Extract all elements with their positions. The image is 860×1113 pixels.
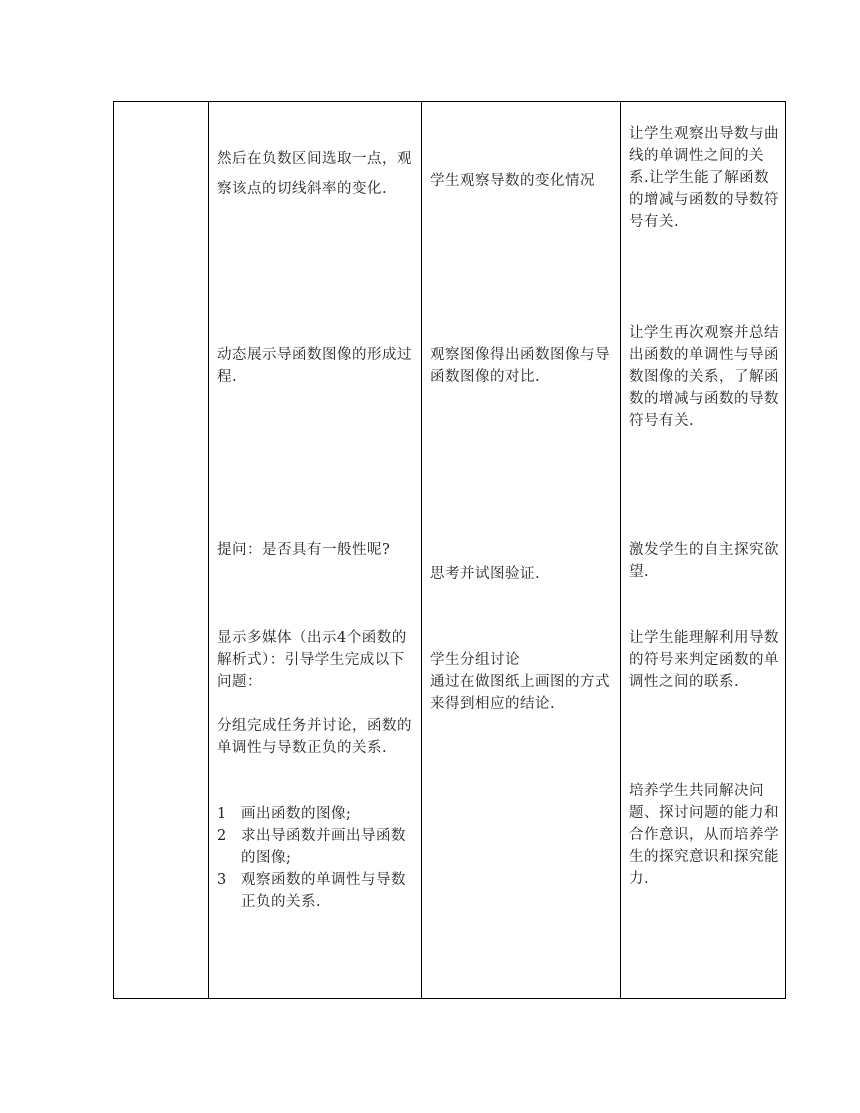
design-purpose-4-detail: 培养学生共同解决问题、探讨问题的能力和合作意识，从而培养学生的探究意识和探究能力. (629, 783, 779, 887)
design-purpose-3: 激发学生的自主探究欲望. (629, 542, 779, 580)
student-activity-1: 学生观察导数的变化情况 (430, 173, 595, 189)
student-activity-2: 观察图像得出函数图像与导函数图像的对比. (430, 347, 610, 385)
student-activity-4-detail: 通过在做图纸上画图的方式来得到相应的结论. (430, 674, 610, 712)
task-item (217, 869, 415, 913)
task-text: 画出函数的图像; (241, 806, 352, 822)
teacher-activity-1: 然后在负数区间选取一点，观察该点的切线斜率的变化. (217, 151, 412, 197)
teacher-activity-4-task: 分组完成任务并讨论，函数的单调性与导数正负的关系. (217, 718, 412, 756)
student-activity-4: 学生分组讨论 (430, 652, 520, 668)
task-number: 2 (217, 828, 227, 844)
design-purpose-2: 让学生再次观察并总结出函数的单调性与导函数图像的关系，了解函数的增减与函数的导数符号有关. (629, 325, 779, 429)
column-divider-3 (620, 101, 621, 999)
column-divider-2 (421, 101, 422, 999)
teacher-activity-3: 提问：是否具有一般性呢? (217, 542, 391, 558)
task-item (217, 825, 415, 869)
task-list (217, 803, 415, 913)
teacher-activity-2: 动态展示导函数图像的形成过程. (217, 347, 412, 385)
task-number: 1 (217, 806, 227, 822)
teacher-activity-4: 显示多媒体（出示4个函数的解析式）：引导学生完成以下问题： (217, 630, 407, 690)
task-number: 3 (217, 872, 227, 888)
task-item (217, 803, 415, 825)
design-purpose-4: 让学生能理解利用导数的符号来判定函数的单调性之间的联系. (629, 630, 779, 690)
task-text: 求出导函数并画出导函数的图像; (241, 828, 406, 866)
student-activity-3: 思考并试图验证. (430, 566, 541, 582)
task-text: 观察函数的单调性与导数正负的关系. (241, 872, 406, 910)
column-divider-1 (208, 101, 209, 999)
design-purpose-1: 让学生观察出导数与曲线的单调性之间的关系.让学生能了解函数的增减与函数的导数符号有关. (629, 126, 779, 230)
